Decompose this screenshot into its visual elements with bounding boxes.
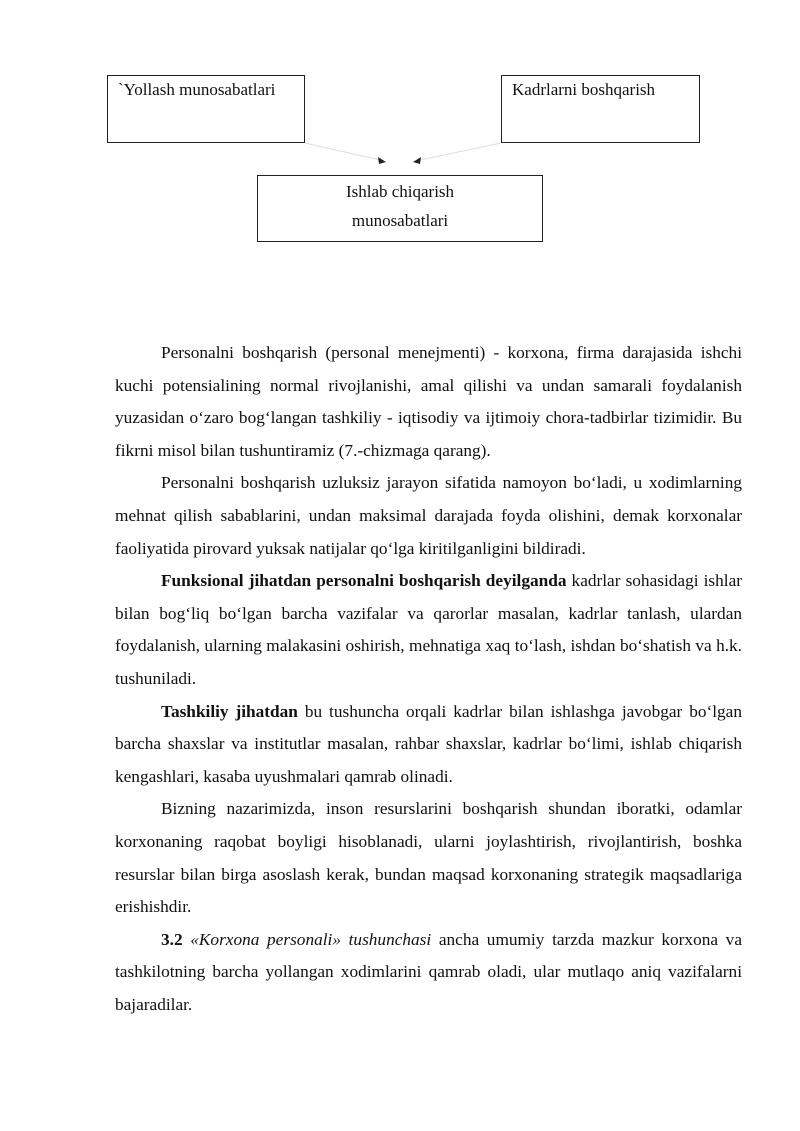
diagram-center-line2: munosabatlari: [351, 211, 449, 230]
paragraph-3-bold: Funksional jihatdan personalni boshqarish deyilganda: [161, 571, 567, 591]
paragraph-4-bold: Tashkiliy jihatdan: [161, 701, 298, 721]
paragraph-5: Bizning nazarimizda, inson resurslarini boshqarish shundan iboratki, odamlar korxonaning raqobat boyligi hisoblanadi, ularni joylashtirish, rivojlantirish, boshka resurslar bilan birga asoslash kerak, bundan maqsad korxonaning strategik maqsadlariga erishishdir.: [115, 799, 742, 917]
body-text: [115, 337, 742, 1021]
paragraph-6-italic: «Korxona personali» tushunchasi: [190, 929, 432, 949]
paragraph-6-rest: ancha umumiy tarzda mazkur korxona va tashkilotning barcha yollangan xodimlarini qamrab oladi, ular mutlaqo aniq vazifalarni bajaradilar.: [115, 929, 742, 1014]
arrow-left-head: [378, 157, 386, 164]
arrow-right-head: [413, 157, 421, 164]
section-number: 3.2: [161, 929, 183, 949]
diagram-center-line1: Ishlab chiqarish: [345, 182, 455, 201]
diagram-box-personnel-label: Kadrlarni boshqarish: [512, 80, 656, 99]
paragraph-4-rest: bu tushuncha orqali kadrlar bilan ishlashga javobgar bo‘lgan barcha shaxslar va institutlar masalan, rahbar shaxslar, kadrlar bo‘limi, ishlab chiqarish kengashlari, kasaba uyushmalari qamrab olinadi.: [115, 701, 742, 786]
paragraph-6: [115, 924, 742, 1022]
paragraph-2: Personalni boshqarish uzluksiz jarayon sifatida namoyon bo‘ladi, u xodimlarning mehnat qilish sabablarini, undan maksimal darajada foyda olishini, demak korxonalar faoliyatida pirovard yuksak natijalar qo‘lga kiritilganligini bildiradi.: [115, 473, 742, 558]
diagram-box-production-relations: [257, 175, 543, 242]
paragraph-3-rest: kadrlar sohasidagi ishlar bilan bog‘liq bo‘lgan barcha vazifalar va qarorlar masalan, kadrlar tanlash, ulardan foydalanish, ularning malakasini oshirish, mehnatiga xaq to‘lash, ishdan bo‘shatish va h.k. tushuniladi.: [115, 571, 742, 688]
paragraph-4: [115, 696, 742, 794]
diagram-arrows: [0, 0, 800, 300]
arrow-right-connector: [420, 143, 501, 160]
paragraph-3: [115, 565, 742, 695]
paragraph-1: Personalni boshqarish (personal menejmenti) - korxona, firma darajasida ishchi kuchi potensialining normal rivojlanishi, amal qilishi va undan samarali foydalanish yuzasidan o‘zaro bog‘langan tashkiliy - iqtisodiy va ijtimoiy chora-tadbirlar tizimidir. Bu fikrni misol bilan tushuntiramiz (7.-chizmaga qarang).: [115, 343, 742, 460]
arrow-left-connector: [305, 143, 380, 160]
diagram-box-hiring-label: `Yollash munosabatlari: [118, 80, 276, 99]
